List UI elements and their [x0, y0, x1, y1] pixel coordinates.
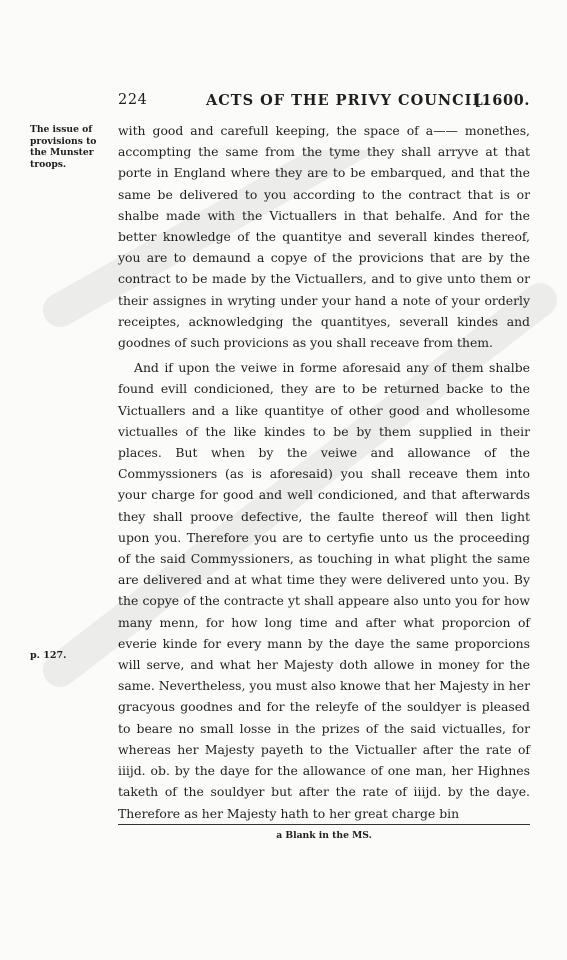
- paragraph-2: And if upon the veiwe in forme aforesaid any of them shalbe found evill condicioned, they are to be returned backe to the Victuallers and a like quantitye of other good and whollesome victualles of the like kindes to be by them supplied in their places. But when by the veiwe and allowance of the Commyssioners (as is aforesaid) you shall receave them into your charge for good and well condicioned, and that afterwards they shall proove defective, the faulte thereof will then light upon you. Therefore you are to certyfie unto us the proceeding of the said Commyssioners, as touching in what plight the same are delivered and at what time they were delivered unto you. By the copye of the contracte yt shall appeare also unto you for how many menn, for how long time and after what proporcion of everie kinde for every mann by the daye the same proporcions will serve, and what her Majesty doth allowe in money for the same. Nevertheless, you must also knowe that her Majesty in her gracyous goodnes and for the releyfe of the souldyer is pleased to beare no small losse in the prizes of the said victualles, for whereas her Majesty payeth to the Victualler after the rate of iiijd. ob. by the daye for the allowance of one man, her Highnes taketh of the souldyer but after the rate of iiijd. by the daye. Therefore as her Majesty hath to her great charge bin: [118, 360, 530, 821]
- page-number: 224: [118, 92, 148, 108]
- running-head: [118, 92, 530, 112]
- marginal-side-note: The issue of provisions to the Munster troops.: [30, 124, 97, 170]
- year-marker: [1600.: [474, 92, 530, 109]
- footnote-rule: [118, 824, 530, 825]
- paragraph-1: with good and carefull keeping, the space of a—— monethes, accompting the same from the tyme they shall arryve at that porte in England where they are to be embarqued, and that the same be delivered to you according to the contract that is or shalbe made with the Victuallers in that behalfe. And for the better knowledge of the quantitye and severall kindes thereof, you are to demaund a copye of the provicions that are by the contract to be made by the Victuallers, and to give unto them or their assignes in wryting under your hand a note of your orderly receiptes, acknowledging the quantityes, severall kindes and goodnes of such provicions as you shall receave from them.: [118, 123, 530, 351]
- margin-page-reference: p. 127.: [30, 650, 67, 661]
- running-title: ACTS OF THE PRIVY COUNCIL.: [206, 92, 490, 109]
- footnote: a Blank in the MS.: [276, 830, 372, 841]
- body-text: [118, 120, 530, 824]
